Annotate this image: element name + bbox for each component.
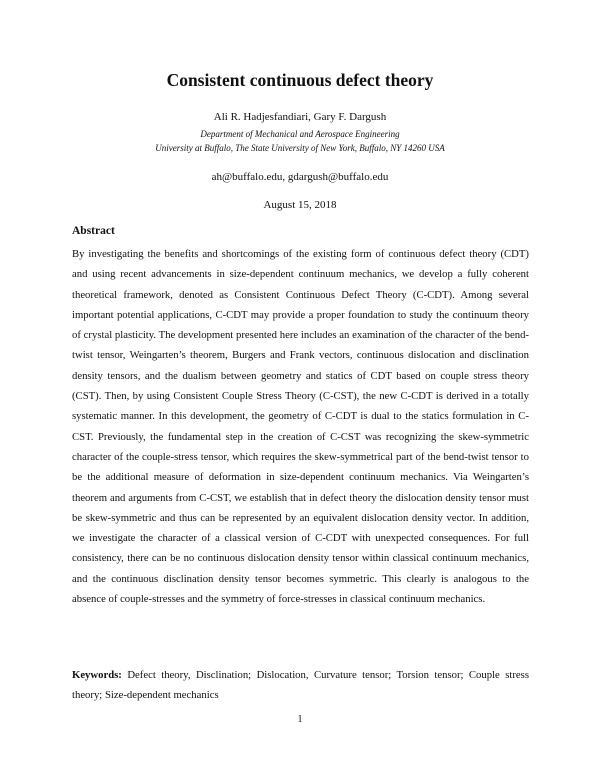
author-list: Ali R. Hadjesfandiari, Gary F. Dargush [213, 111, 387, 123]
page-number: 1 [297, 714, 303, 725]
paper-date: August 15, 2018 [263, 199, 337, 211]
paper-title: Consistent continuous defect theory [166, 70, 434, 90]
keywords-section [72, 665, 529, 706]
affiliation-university: University at Buffalo, The State University of New York, Buffalo, NY 14260 USA [155, 143, 445, 153]
abstract-text: By investigating the benefits and shortcomings of the existing form of continuous defect theory (CDT) and using recent advancements in size-dependent continuum mechanics, we develop a fully coherent theoretical framework, denoted as Consistent Continuous Defect Theory (C-CDT). Among several important potential applications, C-CDT may provide a proper foundation to study the continuum theory of crystal plasticity. The development presented here includes an examination of the character of the bend-twist tensor, Weingarten’s theorem, Burgers and Frank vectors, continuous dislocation and disclination density tensors, and the dualism between geometry and statics of CDT based on couple stress theory (CST). Then, by using Consistent Couple Stress Theory (C-CST), the new C-CDT is derived in a totally systematic manner. In this development, the geometry of C-CDT is dual to the statics formulation in C-CST. Previously, the fundamental step in the creation of C-CST was recognizing the skew-symmetric character of the couple-stress tensor, which requires the skew-symmetrical part of the bend-twist tensor to be the additional measure of deformation in size-dependent continuum mechanics. Via Weingarten’s theorem and arguments from C-CST, we establish that in defect theory the dislocation density tensor must be skew-symmetric and thus can be represented by an equivalent dislocation density vector. In addition, we investigate the character of a classical version of C-CDT with unexpected consequences. For full consistency, there can be no continuous dislocation density tensor within classical continuum mechanics, and the continuous disclination density tensor becomes symmetric. This clearly is analogous to the absence of couple-stresses and the symmetry of force-stresses in classical continuum mechanics. [72, 248, 529, 606]
keywords-label: Keywords: [72, 669, 122, 681]
keywords-text: Defect theory, Disclination; Dislocation, Curvature tensor; Torsion tensor; Couple stress theory; Size-dependent mechanics [72, 669, 529, 702]
author-emails: ah@buffalo.edu, gdargush@buffalo.edu [211, 171, 389, 183]
abstract-heading: Abstract [72, 225, 115, 237]
affiliation-department: Department of Mechanical and Aerospace Engineering [200, 129, 400, 139]
